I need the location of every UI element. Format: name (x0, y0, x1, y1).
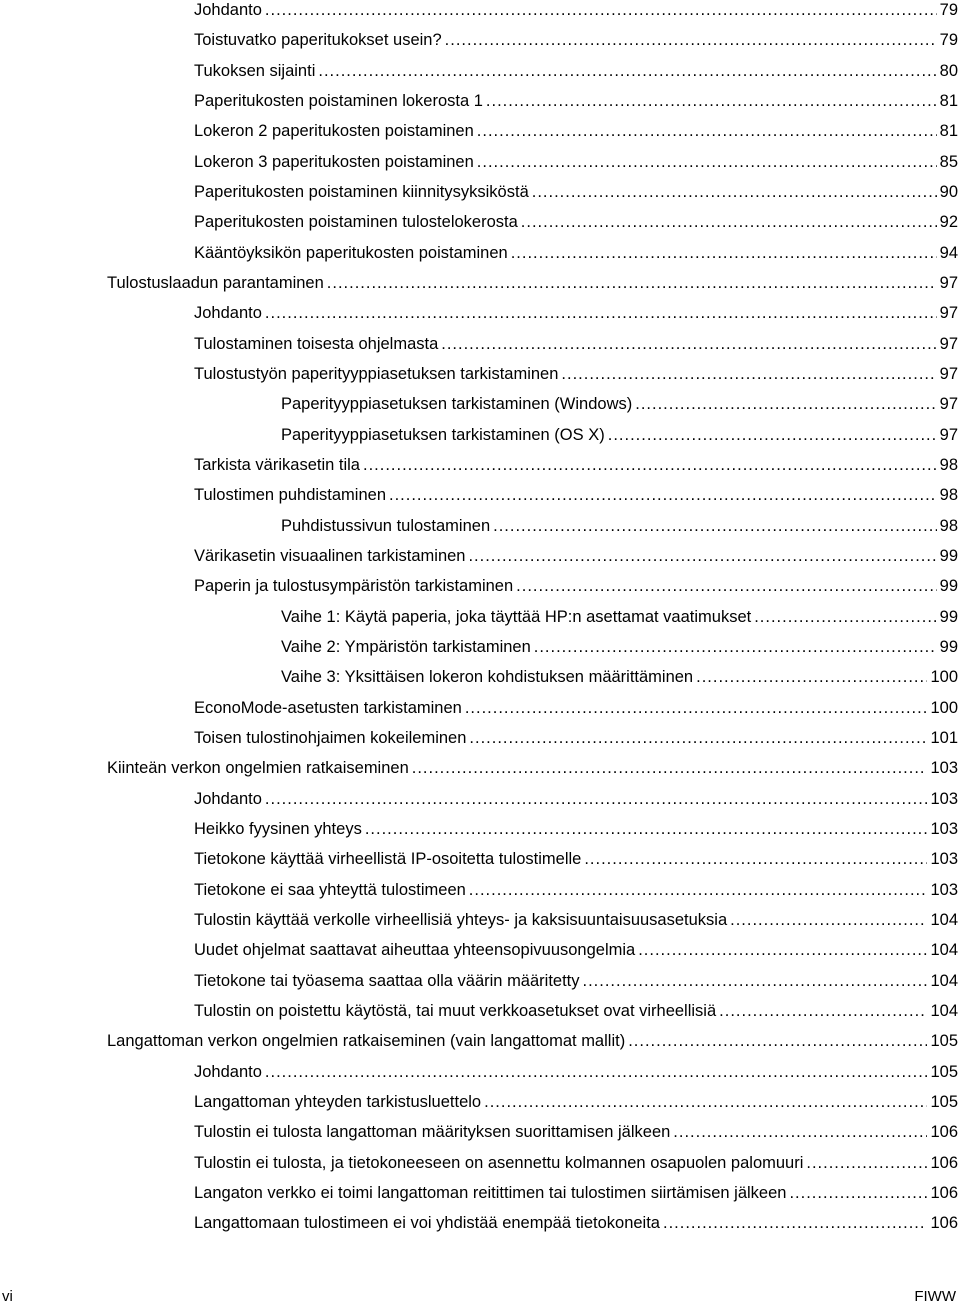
toc-entry-title: Paperityyppiasetuksen tarkistaminen (Windows) (281, 395, 633, 414)
dot-leader (789, 1183, 927, 1203)
toc-entry-page-number: 99 (939, 546, 958, 565)
toc-entry-title: Toisen tulostinohjaimen kokeileminen (194, 728, 467, 747)
dot-leader (469, 728, 927, 748)
toc-entry-title: Johdanto (194, 304, 262, 323)
toc-entry[interactable] (0, 384, 960, 414)
toc-entry-page-number: 99 (939, 637, 958, 656)
page-footer (0, 1285, 960, 1305)
toc-entry-page-number: 106 (930, 1153, 958, 1172)
toc-entry[interactable] (0, 1203, 960, 1233)
toc-entry-page-number: 103 (930, 880, 958, 899)
dot-leader (583, 971, 928, 991)
dot-leader (719, 1001, 927, 1021)
toc-entry-title: Johdanto (194, 1062, 262, 1081)
toc-entry[interactable] (0, 657, 960, 687)
toc-entry-title: Tulostin käyttää verkolle virheellisiä yhteys- ja kaksisuuntaisuusasetuksia (194, 910, 728, 929)
toc-entry-page-number: 81 (939, 91, 958, 110)
toc-entry[interactable] (0, 597, 960, 627)
toc-entry-title: Lokeron 3 paperitukosten poistaminen (194, 152, 474, 171)
dot-leader (265, 303, 937, 323)
toc-entry-title: Lokeron 2 paperitukosten poistaminen (194, 122, 474, 141)
toc-entry-title: Tulostaminen toisesta ohjelmasta (194, 334, 439, 353)
dot-leader (754, 607, 936, 627)
toc-entry[interactable] (0, 748, 960, 778)
toc-entry-title: Langattoman verkon ongelmien ratkaiseminen (vain langattomat mallit) (107, 1032, 626, 1051)
toc-entry-page-number: 101 (930, 728, 958, 747)
dot-leader (638, 940, 927, 960)
toc-entry[interactable] (0, 566, 960, 596)
toc-entry[interactable] (0, 1052, 960, 1082)
dot-leader (477, 121, 937, 141)
toc-entry[interactable] (0, 354, 960, 384)
dot-leader (584, 849, 927, 869)
toc-entry-page-number: 103 (930, 759, 958, 778)
toc-entry-title: Tukoksen sijainti (194, 61, 316, 80)
toc-entry[interactable] (0, 809, 960, 839)
toc-entry-page-number: 79 (939, 31, 958, 50)
toc-entry[interactable] (0, 1173, 960, 1203)
toc-entry-page-number: 80 (939, 61, 958, 80)
toc-entry-page-number: 97 (939, 304, 958, 323)
toc-entry[interactable] (0, 688, 960, 718)
toc-entry-page-number: 106 (930, 1214, 958, 1233)
dot-leader (534, 637, 937, 657)
toc-entry-title: Heikko fyysinen yhteys (194, 819, 362, 838)
toc-entry-title: Tietokone käyttää virheellistä IP-osoitetta tulostimelle (194, 850, 582, 869)
toc-entry-title: Värikasetin visuaalinen tarkistaminen (194, 546, 466, 565)
toc-entry[interactable] (0, 1143, 960, 1173)
toc-entry-page-number: 106 (930, 1183, 958, 1202)
toc-entry[interactable] (0, 475, 960, 505)
toc-entry-title: Uudet ohjelmat saattavat aiheuttaa yhteensopivuusongelmia (194, 941, 636, 960)
dot-leader (265, 789, 928, 809)
toc-entry-title: Johdanto (194, 789, 262, 808)
dot-leader (561, 364, 936, 384)
toc-entry[interactable] (0, 961, 960, 991)
toc-entry[interactable] (0, 0, 960, 20)
toc-entry-page-number: 97 (939, 364, 958, 383)
toc-entry-page-number: 105 (930, 1032, 958, 1051)
toc-entry-title: Kiinteän verkon ongelmien ratkaiseminen (107, 759, 409, 778)
toc-entry[interactable] (0, 1021, 960, 1051)
toc-entry[interactable] (0, 779, 960, 809)
toc-entry-title: Vaihe 1: Käytä paperia, joka täyttää HP:n asettamat vaatimukset (281, 607, 752, 626)
toc-entry-page-number: 97 (939, 425, 958, 444)
toc-entry-page-number: 106 (930, 1123, 958, 1142)
toc-entry-page-number: 97 (939, 273, 958, 292)
dot-leader (493, 516, 937, 536)
dot-leader (412, 758, 928, 778)
toc-entry[interactable] (0, 536, 960, 566)
toc-entry-title: Tulostuslaadun parantaminen (107, 273, 324, 292)
toc-entry[interactable] (0, 1112, 960, 1142)
dot-leader (511, 243, 937, 263)
toc-entry-title: Johdanto (194, 1, 262, 19)
dot-leader (532, 182, 937, 202)
toc-entry-page-number: 98 (939, 486, 958, 505)
toc-entry-page-number: 81 (939, 122, 958, 141)
toc-entry-title: Langattoman yhteyden tarkistusluettelo (194, 1092, 482, 1111)
dot-leader (469, 880, 928, 900)
toc-entry-title: Langaton verkko ei toimi langattoman reitittimen tai tulostimen siirtämisen jälkeen (194, 1183, 787, 1202)
toc-entry-title: Tietokone tai työasema saattaa olla väärin määritetty (194, 971, 580, 990)
toc-entry-title: Tulostustyön paperityyppiasetuksen tarkistaminen (194, 364, 559, 383)
toc-entry[interactable] (0, 415, 960, 445)
toc-entry[interactable] (0, 111, 960, 141)
toc-entry-title: Puhdistussivun tulostaminen (281, 516, 491, 535)
toc-entry-page-number: 104 (930, 971, 958, 990)
dot-leader (516, 576, 936, 596)
toc-entry-title: EconoMode-asetusten tarkistaminen (194, 698, 462, 717)
dot-leader (441, 334, 936, 354)
footer-doc-code: FIWW (914, 1288, 956, 1305)
dot-leader (363, 455, 937, 475)
toc-entry-page-number: 98 (939, 455, 958, 474)
dot-leader (465, 698, 928, 718)
toc-entry-page-number: 104 (930, 941, 958, 960)
toc-entry-title: Tulostin ei tulosta, ja tietokoneeseen on asennettu kolmannen osapuolen palomuuri (194, 1153, 804, 1172)
toc-entry-page-number: 104 (930, 910, 958, 929)
toc-entry-title: Vaihe 2: Ympäristön tarkistaminen (281, 637, 531, 656)
toc-entry-title: Vaihe 3: Yksittäisen lokeron kohdistuksen määrittäminen (281, 668, 694, 687)
toc-entry-page-number: 99 (939, 607, 958, 626)
toc-entry[interactable] (0, 142, 960, 172)
toc-entry-page-number: 103 (930, 819, 958, 838)
toc-entry[interactable] (0, 718, 960, 748)
toc-entry-title: Kääntöyksikön paperitukosten poistaminen (194, 243, 508, 262)
toc-entry-page-number: 100 (930, 668, 958, 687)
dot-leader (635, 394, 936, 414)
dot-leader (628, 1031, 927, 1051)
toc-entry-page-number: 79 (939, 1, 958, 19)
toc-entry[interactable] (0, 202, 960, 232)
toc-entry[interactable] (0, 20, 960, 50)
dot-leader (365, 819, 928, 839)
toc-entry-page-number: 97 (939, 395, 958, 414)
toc-entry-title: Paperin ja tulostusympäristön tarkistaminen (194, 577, 514, 596)
toc-entry-page-number: 105 (930, 1062, 958, 1081)
toc-entry-title: Paperitukosten poistaminen lokerosta 1 (194, 91, 483, 110)
toc-entry-page-number: 103 (930, 789, 958, 808)
dot-leader (389, 485, 937, 505)
dot-leader (673, 1122, 927, 1142)
toc-entry[interactable] (0, 839, 960, 869)
toc-entry[interactable] (0, 870, 960, 900)
dot-leader (484, 1092, 927, 1112)
dot-leader (608, 425, 937, 445)
toc-entry-page-number: 98 (939, 516, 958, 535)
toc-entry[interactable] (0, 263, 960, 293)
toc-entry-page-number: 104 (930, 1001, 958, 1020)
dot-leader (486, 91, 937, 111)
dot-leader (477, 152, 937, 172)
toc-entry-title: Tietokone ei saa yhteyttä tulostimeen (194, 880, 466, 899)
toc-entry-title: Langattomaan tulostimeen ei voi yhdistää enempää tietokoneita (194, 1214, 660, 1233)
toc-entry[interactable] (0, 293, 960, 323)
toc-entry[interactable] (0, 172, 960, 202)
toc-entry[interactable] (0, 900, 960, 930)
toc-entry[interactable] (0, 1082, 960, 1112)
toc-entry[interactable] (0, 930, 960, 960)
toc-entry[interactable] (0, 81, 960, 111)
toc-entry-page-number: 85 (939, 152, 958, 171)
toc-entry-title: Paperityyppiasetuksen tarkistaminen (OS X) (281, 425, 605, 444)
toc-entry-title: Tulostin on poistettu käytöstä, tai muut verkkoasetukset ovat virheellisiä (194, 1001, 717, 1020)
toc-entry-title: Tulostin ei tulosta langattoman määrityksen suorittamisen jälkeen (194, 1123, 671, 1142)
toc-entry-title: Tarkista värikasetin tila (194, 455, 360, 474)
toc-entry-page-number: 90 (939, 182, 958, 201)
toc-entry-page-number: 97 (939, 334, 958, 353)
dot-leader (265, 1062, 928, 1082)
toc-entry-page-number: 99 (939, 577, 958, 596)
toc-entry-page-number: 92 (939, 213, 958, 232)
dot-leader (663, 1213, 927, 1233)
toc-entry-page-number: 103 (930, 850, 958, 869)
dot-leader (265, 0, 937, 20)
toc-entry[interactable] (0, 445, 960, 475)
dot-leader (730, 910, 927, 930)
toc-entry-page-number: 100 (930, 698, 958, 717)
toc-entry[interactable] (0, 627, 960, 657)
dot-leader (327, 273, 937, 293)
toc-entry[interactable] (0, 506, 960, 536)
footer-page-label: vi (2, 1288, 13, 1305)
toc-entry[interactable] (0, 51, 960, 81)
toc-entry[interactable] (0, 991, 960, 1021)
dot-leader (521, 212, 937, 232)
dot-leader (806, 1153, 927, 1173)
toc-entry[interactable] (0, 233, 960, 263)
toc-entry[interactable] (0, 324, 960, 354)
dot-leader (696, 667, 927, 687)
dot-leader (468, 546, 936, 566)
toc-entry-title: Toistuvatko paperitukokset usein? (194, 31, 442, 50)
dot-leader (318, 61, 936, 81)
toc-entry-page-number: 105 (930, 1092, 958, 1111)
toc-entry-title: Paperitukosten poistaminen tulostelokerosta (194, 213, 518, 232)
dot-leader (445, 30, 937, 50)
toc-entry-page-number: 94 (939, 243, 958, 262)
toc-entry-title: Tulostimen puhdistaminen (194, 486, 386, 505)
toc-entry-title: Paperitukosten poistaminen kiinnitysyksiköstä (194, 182, 529, 201)
